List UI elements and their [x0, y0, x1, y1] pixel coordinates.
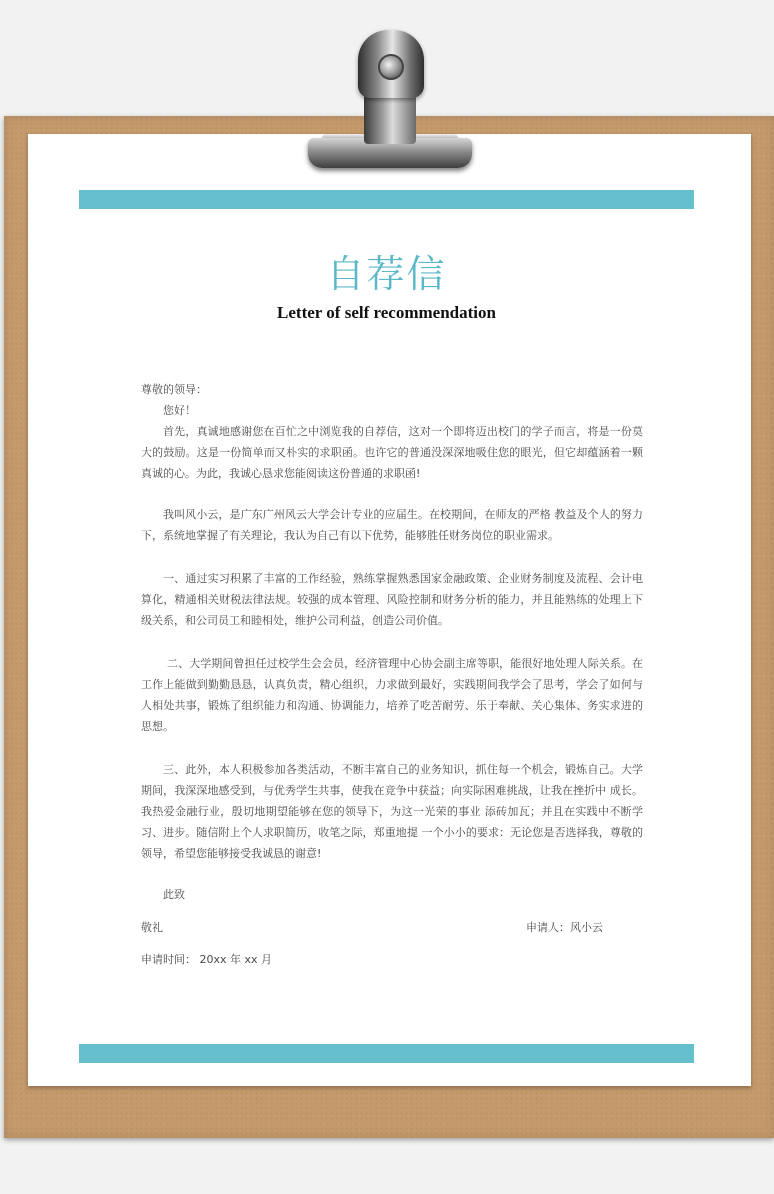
- paragraph-self-intro: 我叫风小云，是广东广州风云大学会计专业的应届生。在校期间，在师友的严格 教益及个人的努力下，系统地掌握了有关理论，我认为自己有以下优势，能够胜任财务岗位的职业需求。: [141, 508, 643, 542]
- letter-body: [141, 379, 643, 970]
- letter-subtitle: Letter of self recommendation: [277, 303, 496, 322]
- bottom-accent-bar: [79, 1044, 694, 1063]
- letter-title: 自荐信: [326, 252, 447, 296]
- binder-clip: [292, 28, 480, 178]
- application-date: 申请时间： 20xx 年 xx 月: [141, 953, 273, 966]
- closing: 此致: [163, 888, 185, 901]
- signature-row: [141, 917, 643, 938]
- applicant-name: 申请人：风小云: [526, 921, 603, 934]
- clip-ring: [378, 54, 404, 80]
- salutation: 尊敬的领导：: [141, 383, 207, 396]
- paragraph-intro: 首先，真诚地感谢您在百忙之中浏览我的自荐信，这对一个即将迈出校门的学子而言，将是一份莫大的鼓励。这是一份简单而又朴实的求职函。也许它的普通没深深地吸住您的眼光，但它却蕴涵着一颗真诚的心。为此，我诚心恳求您能阅读这份普通的求职函!: [141, 425, 643, 480]
- regards: 敬礼: [141, 921, 163, 934]
- top-accent-bar: [79, 190, 694, 209]
- paragraph-point-one: 一、通过实习积累了丰富的工作经验，熟练掌握熟悉国家金融政策、企业财务制度及流程、会计电算化，精通相关财税法律法规。较强的成本管理、风险控制和财务分析的能力，并且能熟练的处理上下级关系，和公司员工和睦相处，维护公司利益，创造公司价值。: [141, 572, 643, 627]
- greeting: 您好！: [163, 404, 196, 417]
- paragraph-point-two: 二、大学期间曾担任过校学生会会员，经济管理中心协会副主席等职，能很好地处理人际关系。在工作上能做到勤勤恳恳，认真负责，精心组织，力求做到最好，实践期间我学会了思考，学会了如何与人相处共事，锻炼了组织能力和沟通、协调能力，培养了吃苦耐劳、乐于奉献、关心集体、务实求进的思想。: [141, 657, 643, 733]
- paragraph-point-three: 三、此外，本人积极参加各类活动，不断丰富自己的业务知识，抓住每一个机会，锻炼自己。大学期间，我深深地感受到，与优秀学生共事，使我在竞争中获益；向实际困难挑战，让我在挫折中 成长。我热爱金融行业，殷切地期望能够在您的领导下，为这一光荣的事业 添砖加瓦；并且在实践中不断学习、进步。随信附上个人求职简历，收笔之际，郑重地提 一个小小的要求：无论您是否选择我，尊敬的领导，希望您能够接受我诚恳的谢意!: [141, 763, 643, 860]
